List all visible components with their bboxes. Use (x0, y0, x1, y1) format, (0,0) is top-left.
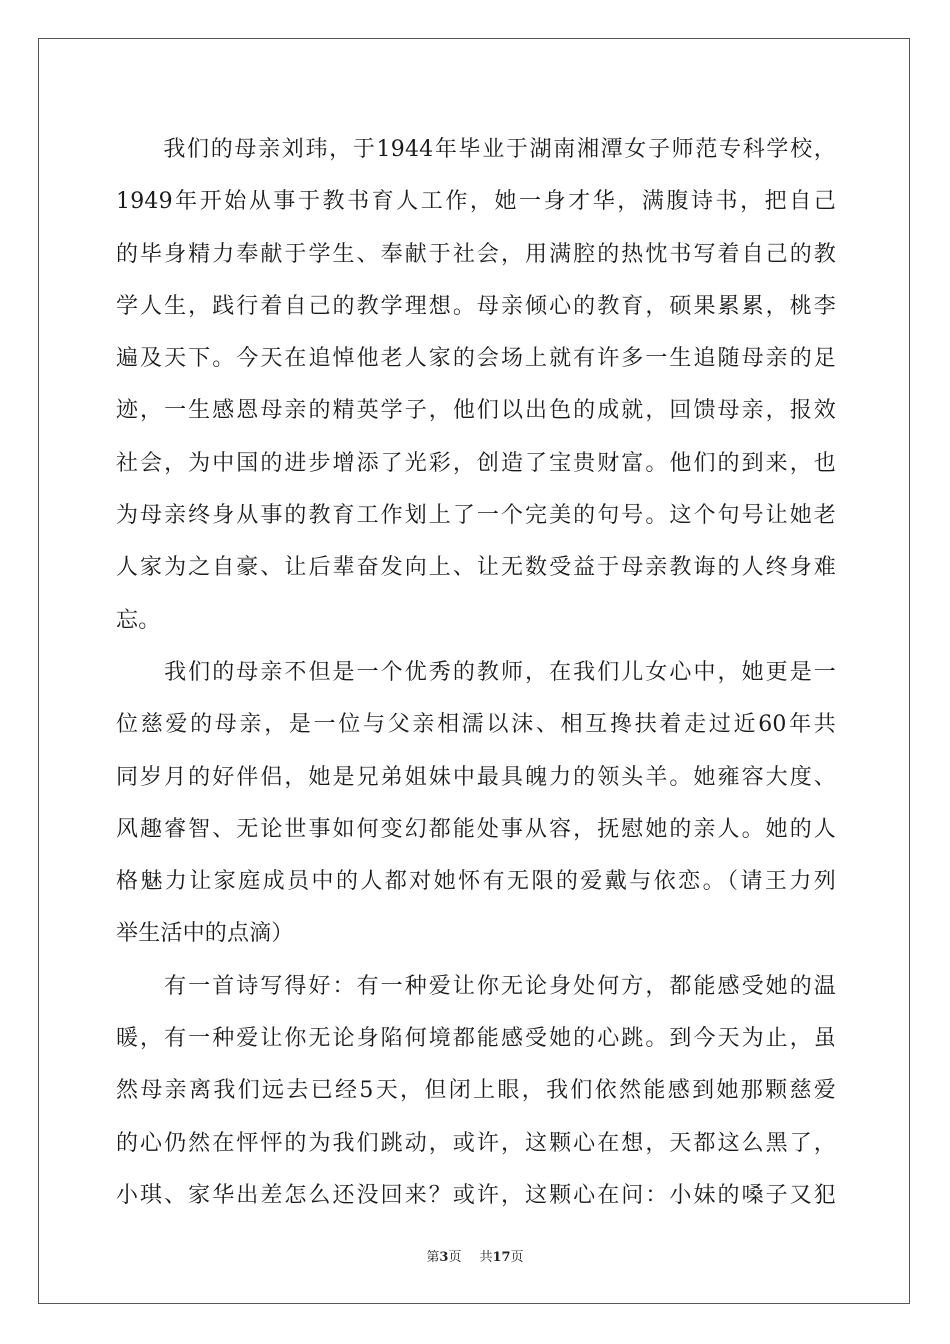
total-label-suffix: 页 (510, 1250, 524, 1265)
text-line: 迹，一生感恩母亲的精英学子，他们以出色的成就，回馈母亲，报效 (116, 398, 836, 424)
text-line: 人家为之自豪、让后辈奋发向上、让无数受益于母亲教诲的人终身难 (116, 555, 836, 581)
page-total-number: 17 (492, 1250, 511, 1265)
text-line: 1949年开始从事于教书育人工作，她一身才华，满腹诗书，把自己 (116, 189, 836, 215)
text-line: 为母亲终身从事的教育工作划上了一个完美的句号。这个句号让她老 (116, 503, 836, 529)
page-footer (0, 1246, 950, 1265)
text-line: 暖，有一种爱让你无论身陷何境都能感受她的心跳。到今天为止，虽 (116, 1026, 836, 1052)
text-line: 社会，为中国的进步增添了光彩，创造了宝贵财富。他们的到来，也 (116, 450, 836, 476)
page-current-number: 3 (439, 1250, 449, 1265)
text-line: 同岁月的好伴侣，她是兄弟姐妹中最具魄力的领头羊。她雍容大度、 (116, 764, 836, 790)
text-line: 然母亲离我们远去已经5天，但闭上眼，我们依然能感到她那颗慈爱 (116, 1078, 836, 1104)
text-line: 有一首诗写得好：有一种爱让你无论身处何方，都能感受她的温 (116, 973, 836, 999)
text-line: 遍及天下。今天在追悼他老人家的会场上就有许多一生追随母亲的足 (116, 346, 836, 372)
document-body (116, 124, 836, 1222)
text-line: 学人生，践行着自己的教学理想。母亲倾心的教育，硕果累累，桃李 (116, 293, 836, 319)
text-line: 格魅力让家庭成员中的人都对她怀有无限的爱戴与依恋。（请王力列 (116, 869, 836, 895)
text-line: 小琪、家华出差怎么还没回来？或许，这颗心在问：小妹的嗓子又犯 (116, 1182, 836, 1208)
text-line: 位慈爱的母亲，是一位与父亲相濡以沫、相互搀扶着走过近60年共 (116, 712, 836, 738)
text-line: 的毕身精力奉献于学生、奉献于社会，用满腔的热忱书写着自己的教 (116, 241, 836, 267)
text-line: 我们的母亲不但是一个优秀的教师，在我们儿女心中，她更是一 (116, 659, 836, 685)
text-line: 忘。 (116, 607, 161, 633)
total-label-prefix: 共 (479, 1250, 493, 1265)
page-label-suffix: 页 (448, 1250, 462, 1265)
text-line: 我们的母亲刘玮，于1944年毕业于湖南湘潭女子师范专科学校， (116, 137, 836, 162)
text-line: 风趣睿智、无论世事如何变幻都能处事从容，抚慰她的亲人。她的人 (116, 816, 836, 842)
text-line: 的心仍然在怦怦的为我们跳动，或许，这颗心在想，天都这么黑了， (116, 1130, 836, 1156)
text-line: 举生活中的点滴） (116, 921, 294, 947)
page-label-prefix: 第 (426, 1250, 440, 1265)
